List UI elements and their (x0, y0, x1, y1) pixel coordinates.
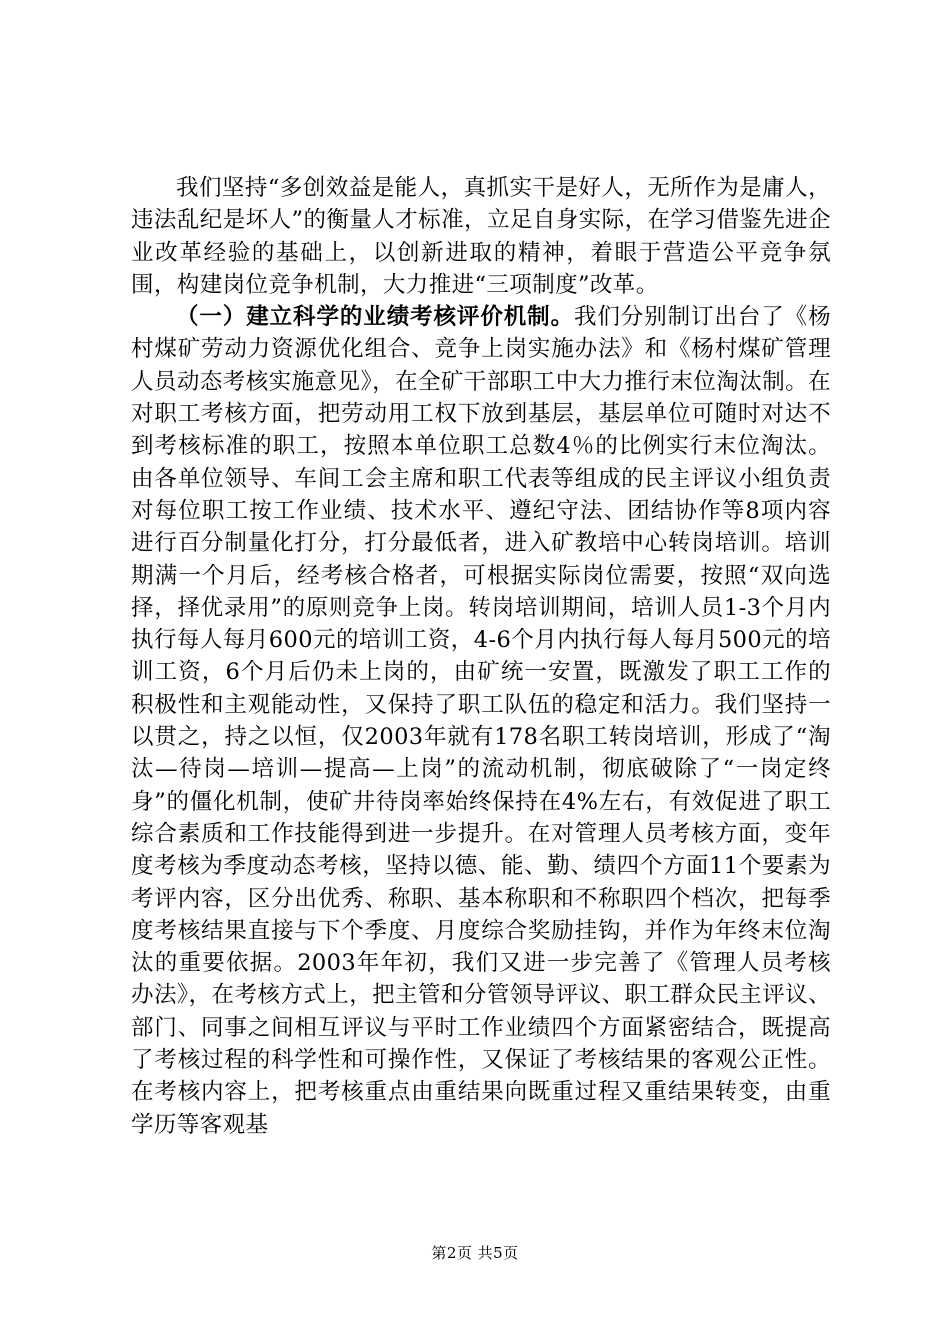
body-text (131, 172, 831, 1141)
section-one-paragraph (131, 301, 831, 1141)
intro-paragraph (131, 172, 831, 301)
intro-paragraph-text: 我们坚持“多创效益是能人，真抓实干是好人，无所作为是庸人，违法乱纪是坏人”的衡量人才标准，立足自身实际，在学习借鉴先进企业改革经验的基础上，以创新进取的精神，着眼于营造公平竞争氛围，构建岗位竞争机制，大力推进“三项制度”改革。 (131, 175, 831, 298)
page-footer (0, 1243, 950, 1263)
page-number-label: 第2页 共5页 (431, 1244, 519, 1262)
section-one-heading: （一）建立科学的业绩考核评价机制。 (176, 304, 574, 331)
section-one-text: 我们分别制订出台了《杨村煤矿劳动力资源优化组合、竞争上岗实施办法》和《杨村煤矿管理人员动态考核实施意见》，在全矿干部职工中大力推行末位淘汰制。在对职工考核方面，把劳动用工权下放到基层，基层单位可随时对达不到考核标准的职工，按照本单位职工总数4％的比例实行末位淘汰。由各单位领导、车间工会主席和职工代表等组成的民主评议小组负责对每位职工按工作业绩、技术水平、遵纪守法、团结协作等8项内容进行百分制量化打分，打分最低者，进入矿教培中心转岗培训。培训期满一个月后，经考核合格者，可根据实际岗位需要，按照“双向选择，择优录用”的原则竞争上岗。转岗培训期间，培训人员1-3个月内执行每人每月600元的培训工资，4-6个月内执行每人每月500元的培训工资，6个月后仍未上岗的，由矿统一安置，既激发了职工工作的积极性和主观能动性，又保持了职工队伍的稳定和活力。我们坚持一以贯之，持之以恒，仅2003年就有178名职工转岗培训，形成了“淘汰—待岗—培训—提高—上岗”的流动机制，彻底破除了“一岗定终身”的僵化机制，使矿井待岗率始终保持在4%左右，有效促进了职工综合素质和工作技能得到进一步提升。在对管理人员考核方面，变年度考核为季度动态考核，坚持以德、能、勤、绩四个方面11个要素为考评内容，区分出优秀、称职、基本称职和不称职四个档次，把每季度考核结果直接与下个季度、月度综合奖励挂钩，并作为年终末位淘汰的重要依据。2003年年初，我们又进一步完善了《管理人员考核办法》，在考核方式上，把主管和分管领导评议、职工群众民主评议、部门、同事之间相互评议与平时工作业绩四个方面紧密结合，既提高了考核过程的科学性和可操作性，又保证了考核结果的客观公正性。在考核内容上，把考核重点由重结果向既重过程又重结果转变，由重学历等客观基 (131, 304, 831, 1138)
